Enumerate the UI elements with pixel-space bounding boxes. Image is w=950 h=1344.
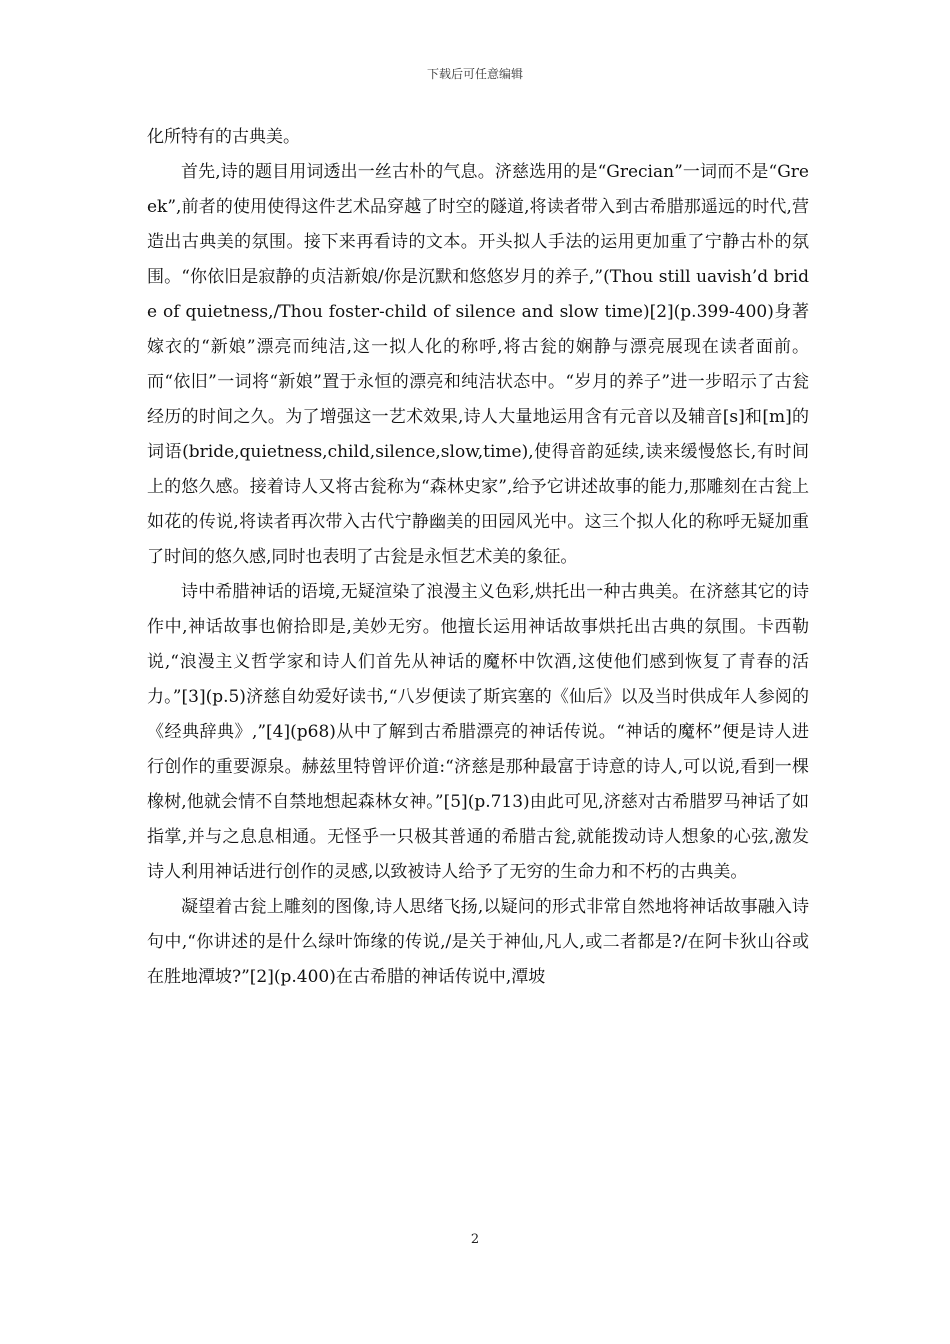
paragraph-urn-images: 凝望着古瓮上雕刻的图像,诗人思绪飞扬,以疑问的形式非常自然地将神话故事融入诗句中,“你讲述的是什么绿叶饰缘的传说,/是关于神仙,凡人,或二者都是?/在阿卡狄山谷或在胜地潭坡?”[2](p.400)在古希腊的神话传说中,潭坡 <box>147 897 809 987</box>
body-text <box>147 120 809 995</box>
paragraph-continuation: 化所特有的古典美。 <box>147 127 300 147</box>
page-number: 2 <box>470 1232 480 1247</box>
paragraph-title-analysis: 首先,诗的题目用词透出一丝古朴的气息。济慈选用的是“Grecian”一词而不是“Greek”,前者的使用使得这件艺术品穿越了时空的隧道,将读者带入到古希腊那遥远的时代,营造出古典美的氛围。接下来再看诗的文本。开头拟人手法的运用更加重了宁静古朴的氛围。“你依旧是寂静的贞洁新娘/你是沉默和悠悠岁月的养子,”(Thou still uavish’d bride of quietness,/Thou foster-child of silence and slow time)[2](p.399-400)身著嫁衣的“新娘”漂亮而纯洁,这一拟人化的称呼,将古瓮的娴静与漂亮展现在读者面前。而“依旧”一词将“新娘”置于永恒的漂亮和纯洁状态中。“岁月的养子”进一步昭示了古瓮经历的时间之久。为了增强这一艺术效果,诗人大量地运用含有元音以及辅音[s]和[m]的词语(bride,quietness,child,silence,slow,time),使得音韵延续,读来缓慢悠长,有时间上的悠久感。接着诗人又将古瓮称为“森林史家”,给予它讲述故事的能力,那雕刻在古瓮上如花的传说,将读者再次带入古代宁静幽美的田园风光中。这三个拟人化的称呼无疑加重了时间的悠久感,同时也表明了古瓮是永恒艺术美的象征。 <box>147 162 809 567</box>
paragraph-myth-context: 诗中希腊神话的语境,无疑渲染了浪漫主义色彩,烘托出一种古典美。在济慈其它的诗作中,神话故事也俯拾即是,美妙无穷。他擅长运用神话故事烘托出古典的氛围。卡西勒说,“浪漫主义哲学家和诗人们首先从神话的魔杯中饮酒,这使他们感到恢复了青春的活力。”[3](p.5)济慈自幼爱好读书,“八岁便读了斯宾塞的《仙后》以及当时供成年人参阅的《经典辞典》,”[4](p68)从中了解到古希腊漂亮的神话传说。“神话的魔杯”便是诗人进行创作的重要源泉。赫兹里特曾评价道:“济慈是那种最富于诗意的诗人,可以说,看到一棵橡树,他就会情不自禁地想起森林女神。”[5](p.713)由此可见,济慈对古希腊罗马神话了如指掌,并与之息息相通。无怪乎一只极其普通的希腊古瓮,就能拨动诗人想象的心弦,激发诗人利用神话进行创作的灵感,以致被诗人给予了无穷的生命力和不朽的古典美。 <box>147 582 809 882</box>
page-header: 下载后可任意编辑 <box>426 67 523 81</box>
